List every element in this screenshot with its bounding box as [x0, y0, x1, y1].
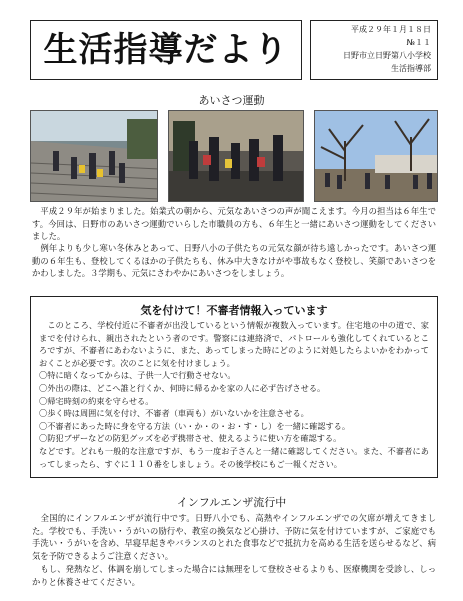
newsletter-title: 生活指導だより [43, 30, 289, 70]
list-item: 〇防犯ブザーなどの防犯グッズを必ず携帯させ、使えるように使い方を確認する。 [39, 433, 342, 444]
list-item: 〇不審者にあった時に身を守る方法（い・か・の・お・す・し）を一緒に確認する。 [39, 420, 351, 431]
flu-paragraph-2: もし、発熱など、体調を崩してしまった場合には無理をして登校させるよりも、医療機関を受診し、しっかりと休養させてください。 [32, 564, 436, 587]
greeting-photo-trees [314, 110, 438, 202]
notice-intro: このところ、学校付近に不審者が出没しているという情報が複数入っています。住宅地の中の道で、家までを付けられ、親出されたという者のです。警察には連絡済で、パトロールも強化してくれているところですが、不審者にあわないように、また、あってしまった時にどのように対処したらよいかをわかっておくことが必要です。次のことに気を付けましょう。 [39, 320, 429, 368]
greeting-paragraph-2: 例年よりも少し寒い冬休みとあって、日野八小の子供たちの元気な顔が待ち遠しかったです。あいさつ運動の６年生も、登校してくるほかの子供たちも、休み中大きなけがや事故もなく登校し、笑顔であいさつをかわしました。３学期も、元気にさわやかにあいさつをしましょう。 [32, 243, 436, 279]
list-item: 〇帰宅時刻の約束を守らせる。 [39, 395, 154, 406]
flu-heading: インフルエンザ流行中 [176, 496, 287, 509]
greeting-photo-gate [168, 110, 304, 202]
greeting-photo-stairs [30, 110, 158, 202]
issue-number: №１１ [406, 38, 431, 47]
list-item: 〇外出の際は、どこへ誰と行くか、何時に帰るかを家の人に必ず告げさせる。 [39, 382, 326, 393]
notice-items-list [39, 369, 429, 445]
issue-date: 平成２９年１月１８日 [351, 25, 431, 34]
notice-heading: 気を付けて！不審者情報入っています [140, 304, 328, 317]
school-name: 日野市立日野第八小学校 [343, 51, 431, 60]
trees-photo-illustration [315, 111, 438, 202]
newsletter-title-box [30, 20, 302, 80]
stairs-photo-illustration [31, 111, 158, 202]
notice-closing: などです。どれも一般的な注意ですが、もう一度お子さんと一緒に確認してください。また、不審者にあってしまったら、すぐに１１０番をしましょう。その後学校にもご一報ください。 [39, 445, 429, 469]
notice-body [39, 319, 429, 470]
gate-photo-illustration [169, 111, 304, 202]
list-item: 〇特に暗くなってからは、子供一人で行動させない。 [39, 370, 236, 381]
issue-info-box [310, 20, 438, 80]
department-name: 生活指導部 [391, 64, 431, 73]
list-item: 〇歩く時は周囲に気を付け、不審者（車両も）がいないかを注意させる。 [39, 408, 309, 419]
greeting-paragraph-1: 平成２９年が始まりました。始業式の朝から、元気なあいさつの声が聞こえます。今月の担当は６年生です。今回は、日野市のあいさつ運動でいらした市職員の方も、６年生と一緒にあいさつ運動をしてくださいました。 [32, 206, 436, 242]
suspicious-person-notice [30, 296, 438, 478]
greeting-heading: あいさつ運動 [198, 94, 265, 107]
flu-paragraph-1: 全国的にインフルエンザが流行中です。日野八小でも、高熱やインフルエンザでの欠席が増えてきました。学校でも、手洗い・うがいの励行や、教室の換気など心掛け、予防に気を付けていますが、ご家庭でも手洗い・うがいを含め、早寝早起きやバランスのとれた食事などで抵抗力を高める生活を送らせるなど、病気を予防できるようご注意ください。 [32, 513, 436, 561]
